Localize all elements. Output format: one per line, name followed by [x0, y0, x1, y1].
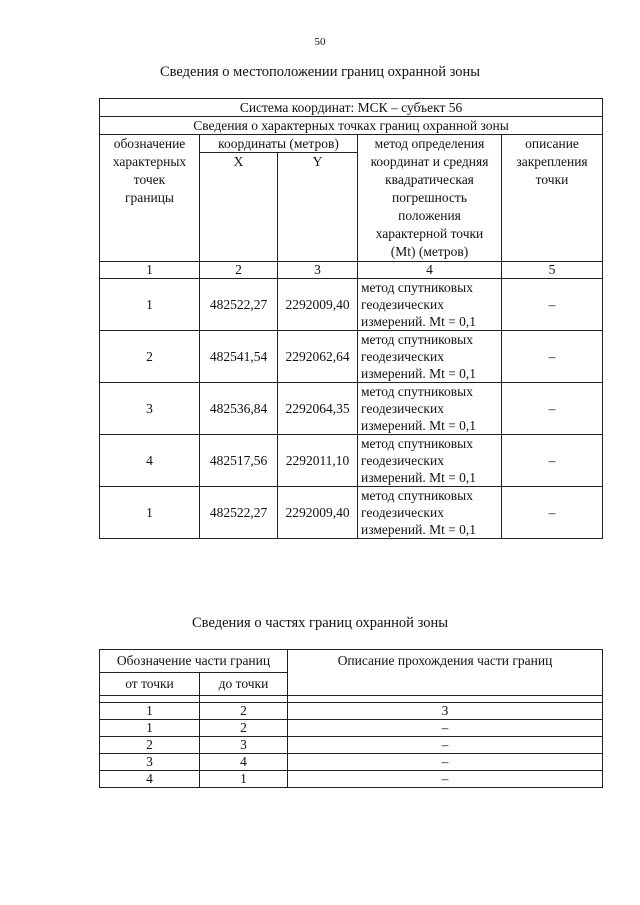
header-line: обозначение [113, 136, 186, 151]
to-cell: 3 [200, 737, 288, 754]
method-line: геодезических [361, 453, 444, 468]
header-line: (Mt) (метров) [390, 244, 469, 259]
point-cell: 1 [100, 279, 200, 331]
spacer-cell [200, 696, 288, 703]
desc-cell: – [502, 331, 603, 383]
y-cell: 2292062,64 [278, 331, 358, 383]
point-cell: 3 [100, 383, 200, 435]
point-cell: 1 [100, 487, 200, 539]
spacer-cell [288, 696, 603, 703]
y-cell: 2292064,35 [278, 383, 358, 435]
x-cell: 482522,27 [200, 487, 278, 539]
to-cell: 4 [200, 754, 288, 771]
table-row [100, 331, 603, 383]
method-cell [358, 331, 502, 383]
point-cell: 4 [100, 435, 200, 487]
method-line: метод спутниковых [361, 332, 473, 347]
header-line: метод определения [374, 136, 485, 151]
col-number: 3 [278, 262, 358, 279]
to-point-header: до точки [200, 673, 288, 696]
table-row [100, 720, 603, 737]
method-line: геодезических [361, 297, 444, 312]
x-cell: 482541,54 [200, 331, 278, 383]
x-cell: 482536,84 [200, 383, 278, 435]
header-line: закрепления [516, 154, 588, 169]
method-line: геодезических [361, 505, 444, 520]
method-line: измерений. Mt = 0,1 [361, 418, 477, 433]
header-line: описание [525, 136, 579, 151]
col-number: 5 [502, 262, 603, 279]
method-line: измерений. Mt = 0,1 [361, 314, 477, 329]
method-line: геодезических [361, 349, 444, 364]
from-point-header: от точки [100, 673, 200, 696]
coords-header: координаты (метров) [200, 135, 358, 153]
description-header [502, 135, 603, 262]
header-line: квадратическая [385, 172, 474, 187]
header-line: положения [398, 208, 461, 223]
header-line: точек [133, 172, 166, 187]
method-cell [358, 487, 502, 539]
header-line: характерной точки [375, 226, 484, 241]
spacer-cell [100, 696, 200, 703]
desc-cell: – [502, 487, 603, 539]
y-cell: 2292009,40 [278, 487, 358, 539]
desc-cell: – [502, 279, 603, 331]
from-cell: 1 [100, 720, 200, 737]
col-number: 1 [100, 262, 200, 279]
desc-cell: – [288, 771, 603, 788]
table-row [100, 771, 603, 788]
col-number: 2 [200, 262, 278, 279]
from-cell: 2 [100, 737, 200, 754]
method-line: измерений. Mt = 0,1 [361, 470, 477, 485]
desc-cell: – [502, 383, 603, 435]
table-row [100, 754, 603, 771]
method-line: метод спутниковых [361, 488, 473, 503]
from-cell: 4 [100, 771, 200, 788]
boundary-points-table [99, 98, 603, 539]
method-line: геодезических [361, 401, 444, 416]
header-line: погрешность [391, 190, 467, 205]
table-row [100, 737, 603, 754]
table-row [100, 279, 603, 331]
col-number: 3 [288, 703, 603, 720]
method-cell [358, 435, 502, 487]
x-cell: 482522,27 [200, 279, 278, 331]
table-title-header: Сведения о характерных точках границ охранной зоны [100, 117, 603, 135]
header-line: границы [124, 190, 175, 205]
to-cell: 1 [200, 771, 288, 788]
desc-cell: – [288, 754, 603, 771]
header-line: характерных [112, 154, 187, 169]
point-cell: 2 [100, 331, 200, 383]
method-header [358, 135, 502, 262]
col-number: 4 [358, 262, 502, 279]
boundary-parts-table [99, 649, 603, 788]
desc-cell: – [502, 435, 603, 487]
table-row [100, 383, 603, 435]
table-row [100, 435, 603, 487]
desc-cell: – [288, 737, 603, 754]
page-number: 50 [314, 36, 326, 48]
point-designation-header [100, 135, 200, 262]
table-row [100, 487, 603, 539]
x-cell: 482517,56 [200, 435, 278, 487]
desc-cell: – [288, 720, 603, 737]
section1-title: Сведения о местоположении границ охранной зоны [159, 64, 480, 80]
x-header: X [200, 153, 278, 262]
col-number: 2 [200, 703, 288, 720]
method-line: метод спутниковых [361, 280, 473, 295]
header-line: координат и средняя [370, 154, 489, 169]
y-header: Y [278, 153, 358, 262]
section2-title: Сведения о частях границ охранной зоны [192, 615, 448, 631]
from-cell: 3 [100, 754, 200, 771]
method-line: метод спутниковых [361, 384, 473, 399]
method-line: измерений. Mt = 0,1 [361, 366, 477, 381]
part-description-header: Описание прохождения части границ [288, 650, 603, 696]
coord-system-header: Система координат: МСК – субъект 56 [100, 99, 603, 117]
col-number: 1 [100, 703, 200, 720]
method-line: измерений. Mt = 0,1 [361, 522, 477, 537]
to-cell: 2 [200, 720, 288, 737]
y-cell: 2292009,40 [278, 279, 358, 331]
header-line: точки [535, 172, 569, 187]
method-line: метод спутниковых [361, 436, 473, 451]
designation-header: Обозначение части границ [100, 650, 288, 673]
method-cell [358, 383, 502, 435]
y-cell: 2292011,10 [278, 435, 358, 487]
method-cell [358, 279, 502, 331]
